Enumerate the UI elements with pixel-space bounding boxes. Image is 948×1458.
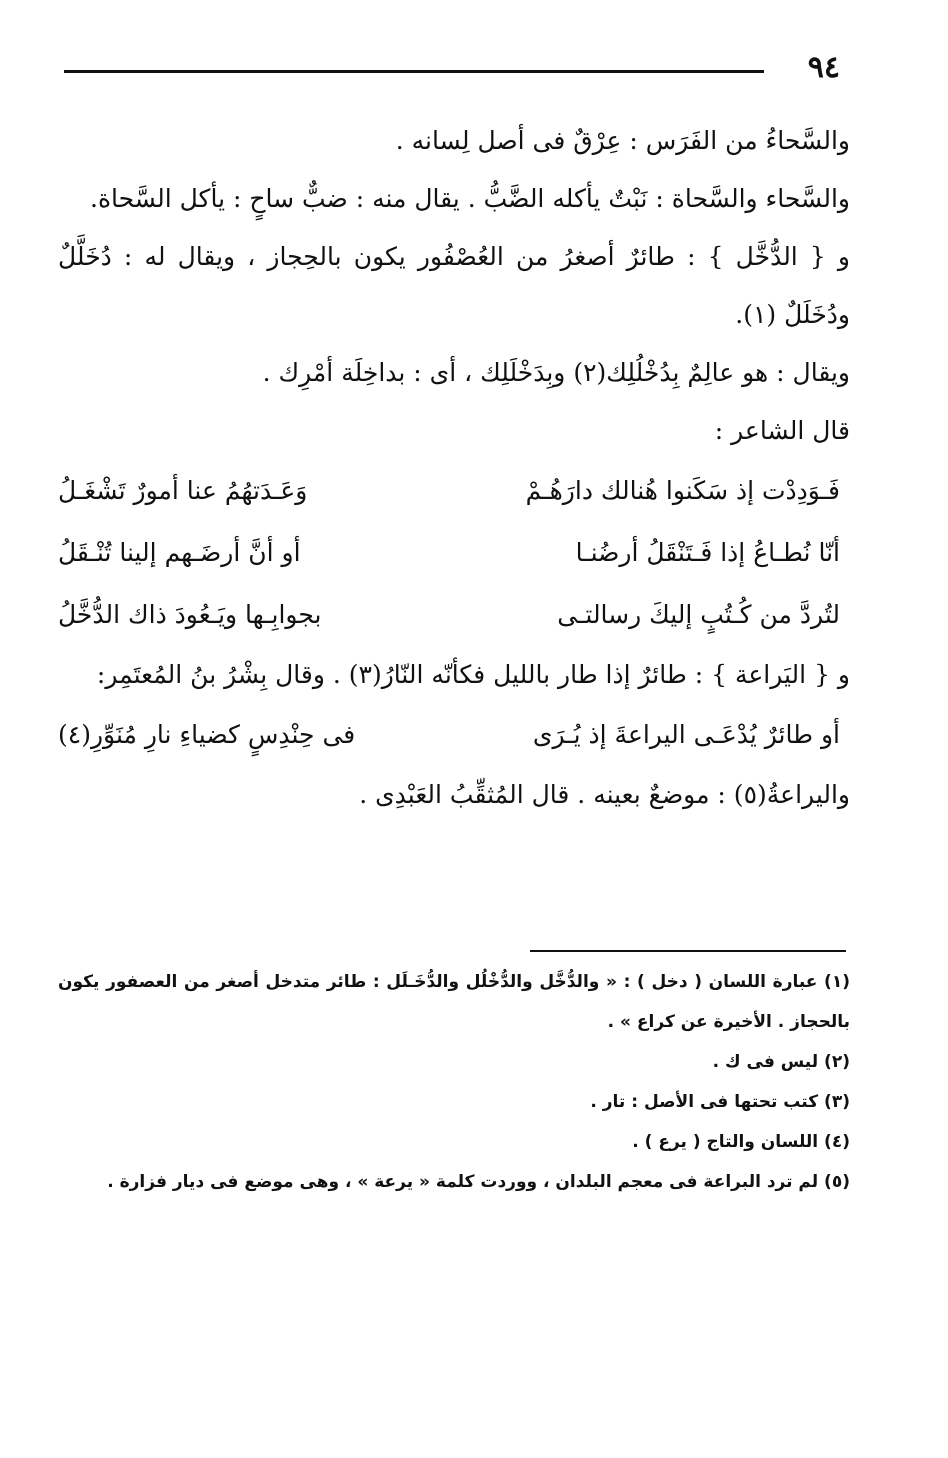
verse-hemistich-second: فى حِنْدِسٍ كضياءِ نارِ مُنَوِّرِ(٤) [58,720,356,749]
verse-hemistich-first: أنّا نُطـاعُ إذا فَـتَنْقَلُ أرضُنـا [575,538,840,567]
paragraph-3: و { الدُّخَّل } : طائرٌ أصغرُ من العُصْفُور يكون بالحِجاز ، ويقال له : دُخَلَّلٌ ودُخَلَلٌ (١). [58,242,850,329]
verse-hemistich-first: أو طائرٌ يُدْعَـى اليراعةَ إذ يُـرَى [532,720,840,749]
verse-line [58,584,850,646]
paragraph-1: والسَّحاءُ من الفَرَس : عِرْقٌ فى أصل لِسانه . [395,126,850,155]
footnote-3: (٣) كتب تحتها فى الأصل : تار . [590,1092,850,1112]
verse-hemistich-second: بجوابِـها ويَـعُودَ ذاك الدُّخَّلُ [58,600,322,629]
footnote-rule [530,950,846,952]
verse-line [58,522,850,584]
paragraph-2: والسَّحاء والسَّحاة : نَبْتٌ يأكله الضَّبُّ . يقال منه : ضبٌّ ساحٍ : يأكل السَّحاة. [90,184,850,213]
verse-hemistich-first: فَـوَدِدْت إذ سَكَنوا هُنالك دارَهُـمْ [525,476,840,505]
header-rule [64,70,764,73]
paragraph-7: واليراعةُ(٥) : موضعٌ بعينه . قال المُثقِّبُ العَبْدِى . [359,780,850,809]
verse-hemistich-second: وَعَـدَتهُمُ عنا أمورٌ تَشْغَـلُ [58,476,308,505]
paragraph-5: قال الشاعر : [714,416,850,445]
verse-hemistich-second: أو أنَّ أرضَـهم إلينا تُنْـقَلُ [58,538,301,567]
footnote-5: (٥) لم ترد البراعة فى معجم البلدان ، ووردت كلمة « يرعة » ، وهى موضع فى ديار فزارة . [107,1172,850,1192]
verse-line [58,460,850,522]
paragraph-4: ويقال : هو عالِمٌ بِدُخْلُلِك(٢) وبِدَخْلَلِك ، أى : بداخِلَة أمْرِك . [262,358,850,387]
page-number: ٩٤ [807,50,840,85]
footnotes [58,962,850,1202]
footnote-1: (١) عبارة اللسان ( دخل ) : « والدُّخَّل والدُّخْلُل والدُّخَـلَل : طائر متدخل أصغر من العصفور يكون بالحجاز . الأخيرة عن كراع » . [58,972,850,1032]
footnote-4: (٤) اللسان والتاج ( يرع ) . [632,1132,850,1152]
verse-hemistich-first: لتُردَّ من كُـتُبٍ إليكَ رسالتـى [557,600,840,629]
verse-line [58,704,850,766]
paragraph-6: و { اليَراعة } : طائرٌ إذا طار بالليل فكأنّه النّارُ(٣) . وقال بِشْرُ بنُ المُعتَمِر: [96,660,850,689]
main-text [58,112,850,824]
footnote-2: (٢) ليس فى ك . [712,1052,850,1072]
